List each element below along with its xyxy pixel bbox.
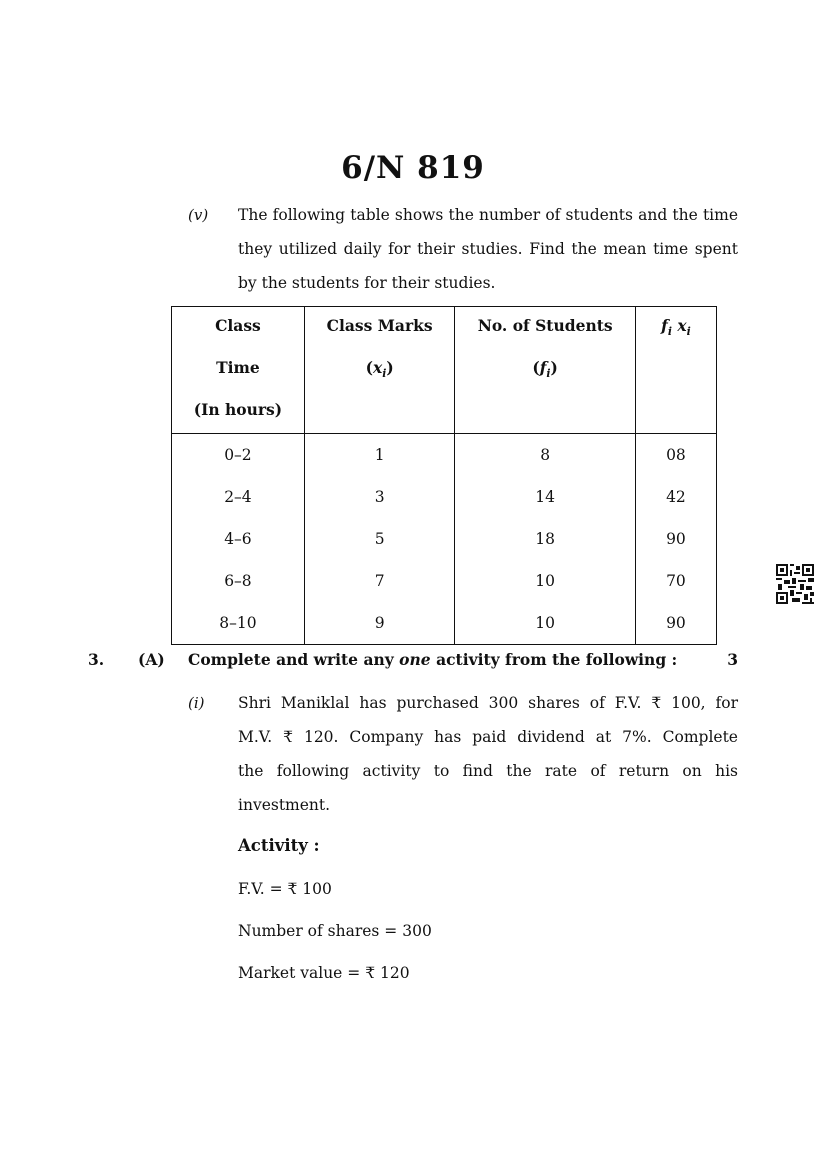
table-cell: 1 [304, 434, 455, 477]
activity-fact: Number of shares = 300 [238, 922, 432, 940]
instruction-before: Complete and write any [188, 650, 394, 669]
table-cell: 08 [635, 434, 716, 477]
marks: 3 [727, 650, 738, 669]
question-i-label: (i) [188, 694, 205, 712]
study-time-table [171, 306, 717, 645]
table-cell: 8 [455, 434, 635, 477]
header-class-marks [304, 307, 455, 434]
table-cell: 18 [455, 518, 635, 560]
page-title: 6/N 819 [341, 150, 485, 186]
question-part: (A) [138, 650, 165, 669]
question-v-line: by the students for their studies. [238, 274, 496, 292]
table-row [172, 560, 717, 602]
question-v-line: they utilized daily for their studies. Find the mean time spent [238, 240, 738, 258]
header-cell-text: Class Marks [326, 316, 433, 335]
question-i-line: Shri Maniklal has purchased 300 shares of F.V. ₹ 100, for [238, 694, 738, 712]
table-row [172, 518, 717, 560]
activity-fact: F.V. = ₹ 100 [238, 880, 332, 898]
header-no-of-students [455, 307, 635, 434]
qr-code-icon [776, 564, 814, 604]
table-row [172, 476, 717, 518]
table-cell: 8–10 [172, 602, 305, 645]
header-cell-text: Time [216, 358, 260, 377]
header-cell-text: (In hours) [193, 400, 283, 419]
table-cell: 10 [455, 560, 635, 602]
table-cell: 9 [304, 602, 455, 645]
table-row [172, 434, 717, 477]
instruction-after: activity from the following : [436, 650, 678, 669]
question-3-instruction [188, 650, 738, 669]
table-cell: 2–4 [172, 476, 305, 518]
table-row [172, 602, 717, 645]
table-cell: 5 [304, 518, 455, 560]
table-cell: 3 [304, 476, 455, 518]
table-cell: 6–8 [172, 560, 305, 602]
header-cell-text [455, 349, 634, 391]
question-v-label: (v) [188, 206, 209, 224]
activity-heading: Activity : [238, 836, 320, 855]
question-i-line: M.V. ₹ 120. Company has paid dividend at 7%. Complete [238, 728, 738, 746]
instruction-text [188, 650, 677, 669]
table-cell: 0–2 [172, 434, 305, 477]
table-cell: 42 [635, 476, 716, 518]
table-cell: 7 [304, 560, 455, 602]
header-cell-text: No. of Students [477, 316, 613, 335]
instruction-emphasis: one [399, 650, 431, 669]
header-fi-symbol: $(f_i)$ [532, 358, 558, 381]
table-cell: 90 [635, 602, 716, 645]
table-cell: 10 [455, 602, 635, 645]
table-cell: 14 [455, 476, 635, 518]
table-cell: 90 [635, 518, 716, 560]
header-xi-symbol: $(x_i)$ [365, 358, 394, 381]
question-i-line: the following activity to find the rate of return on his [238, 762, 738, 780]
question-number: 3. [88, 650, 105, 669]
header-fixi [635, 307, 716, 434]
question-v-line: The following table shows the number of students and the time [238, 206, 738, 224]
table-cell: 70 [635, 560, 716, 602]
question-i-line: investment. [238, 796, 331, 814]
header-cell-text [636, 307, 716, 349]
question-i-text [238, 686, 738, 822]
header-cell-text [305, 349, 455, 391]
header-fixi-symbol: $f_i$ $x_i$ [661, 316, 691, 339]
activity-fact: Market value = ₹ 120 [238, 964, 410, 982]
table-cell: 4–6 [172, 518, 305, 560]
header-cell-text: Class [215, 316, 261, 335]
question-v-text [238, 198, 738, 300]
header-class-time [172, 307, 305, 434]
